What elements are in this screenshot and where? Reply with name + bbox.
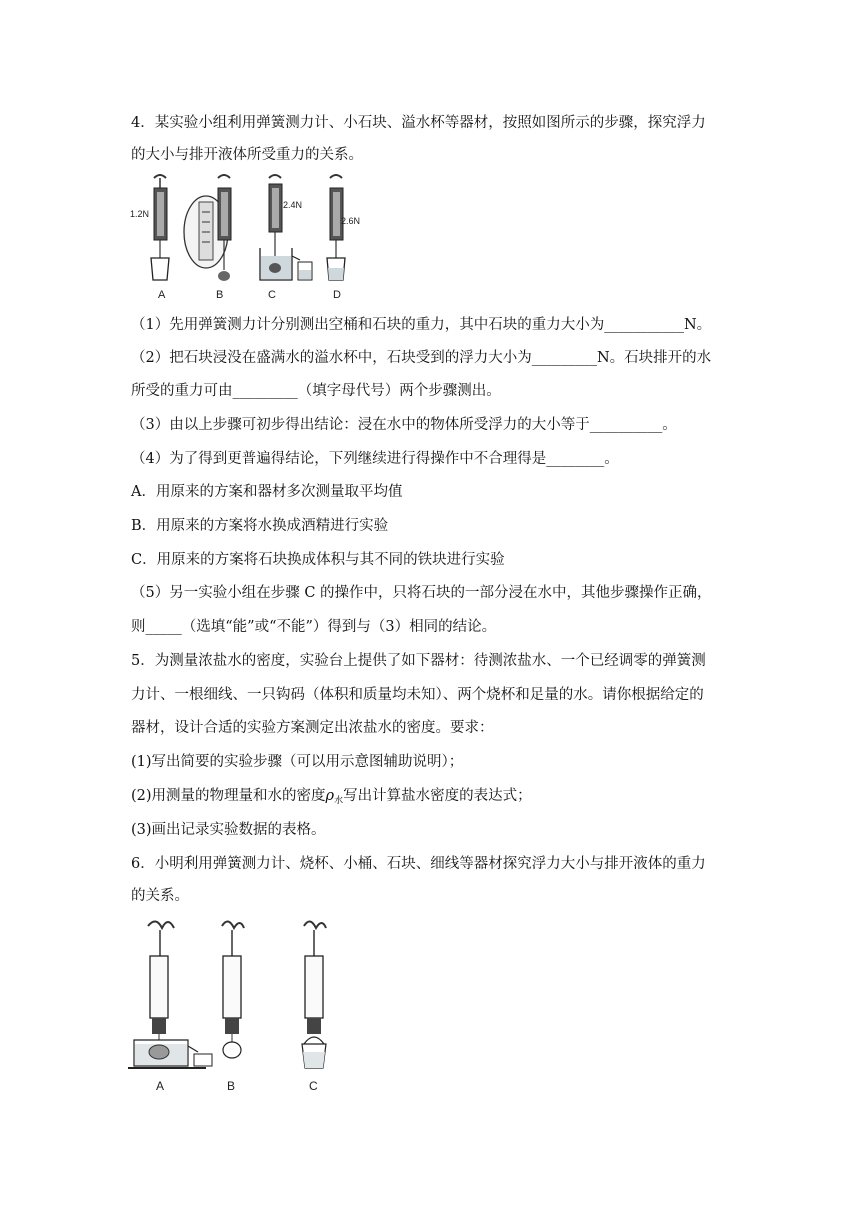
q4-reading-c: 2.4N bbox=[283, 200, 303, 210]
q5-requirement-2 bbox=[131, 786, 532, 811]
q5-req2-prefix: (2)用测量的物理量和水的密度 bbox=[131, 788, 326, 804]
q4-stem-line2: 的大小与排开液体所受重力的关系。 bbox=[131, 147, 363, 163]
q4-step-a-scale bbox=[151, 175, 169, 280]
q4-option-c: C．用原来的方案将石块换成体积与其不同的铁块进行实验 bbox=[131, 552, 505, 568]
q4-experiment-figure bbox=[128, 172, 361, 304]
q6-label-a: A bbox=[156, 1079, 165, 1093]
q6-label-b: B bbox=[227, 1079, 236, 1093]
q6-stem-line1: 6．小明利用弹簧测力计、烧杯、小桶、石块、细线等器材探究浮力大小与排开液体的重力 bbox=[131, 856, 706, 872]
q5-requirement-3: (3)画出记录实验数据的表格。 bbox=[131, 822, 326, 838]
q4-step-d-scale bbox=[327, 175, 345, 280]
q4-reading-d: 2.6N bbox=[341, 216, 361, 226]
q6-step-b-scale bbox=[222, 921, 244, 1058]
q4-stem-line1: 4．某实验小组利用弹簧测力计、小石块、溢水杯等器材，按照如图所示的步骤，探究浮力 bbox=[131, 115, 706, 131]
q5-requirement-1: (1)写出简要的实验步骤（可以用示意图辅助说明）； bbox=[131, 754, 464, 770]
q4-part1: （1）先用弹簧测力计分别测出空桶和石块的重力，其中石块的重力大小为___________N。 bbox=[131, 317, 712, 333]
q4-part5-line1: （5）另一实验小组在步骤 C 的操作中，只将石块的一部分浸在水中，其他步骤操作正确， bbox=[131, 585, 712, 601]
q4-part2-line1: （2）把石块浸没在盛满水的溢水杯中，石块受到的浮力大小为_________N。石块排开的水 bbox=[131, 350, 712, 366]
q4-step-c-scale bbox=[260, 175, 312, 280]
q6-stem-line2: 的关系。 bbox=[131, 888, 189, 904]
q4-reading-a: 1.2N bbox=[130, 209, 150, 219]
q4-part3: （3）由以上步骤可初步得出结论：浸在水中的物体所受浮力的大小等于__________。 bbox=[131, 417, 677, 433]
q5-req2-suffix: 写出计算盐水密度的表达式； bbox=[343, 788, 532, 804]
q6-step-c-scale bbox=[302, 921, 326, 1068]
q6-label-c: C bbox=[309, 1079, 318, 1093]
rho-symbol: ρ bbox=[325, 788, 335, 804]
q4-step-b-scale bbox=[184, 175, 231, 281]
q6-experiment-figure bbox=[128, 918, 353, 1096]
q4-label-b: B bbox=[216, 289, 224, 301]
q4-part5-line2: 则_____（选填“能”或“不能”）得到与（3）相同的结论。 bbox=[131, 619, 497, 635]
q4-label-d: D bbox=[333, 289, 341, 301]
q5-stem-line2: 力计、一根细线、一只钩码（体积和质量均未知）、两个烧杯和足量的水。请你根据给定的 bbox=[131, 687, 704, 703]
q4-part2-line2: 所受的重力可由_________（填字母代号）两个步骤测出。 bbox=[131, 383, 501, 399]
q6-step-a-scale bbox=[128, 921, 212, 1068]
q4-part4: （4）为了得到更普遍得结论，下列继续进行得操作中不合理得是________。 bbox=[131, 451, 619, 467]
q4-option-b: B．用原来的方案将水换成酒精进行实验 bbox=[131, 518, 389, 534]
q4-label-c: C bbox=[268, 289, 276, 301]
q5-stem-line1: 5．为测量浓盐水的密度，实验台上提供了如下器材：待测浓盐水、一个已经调零的弹簧测 bbox=[131, 653, 706, 669]
q4-option-a: A．用原来的方案和器材多次测量取平均值 bbox=[131, 484, 403, 500]
rho-subscript: 水 bbox=[334, 796, 344, 806]
q4-label-a: A bbox=[158, 289, 166, 301]
q5-stem-line3: 器材，设计合适的实验方案测定出浓盐水的密度。要求： bbox=[131, 720, 494, 736]
